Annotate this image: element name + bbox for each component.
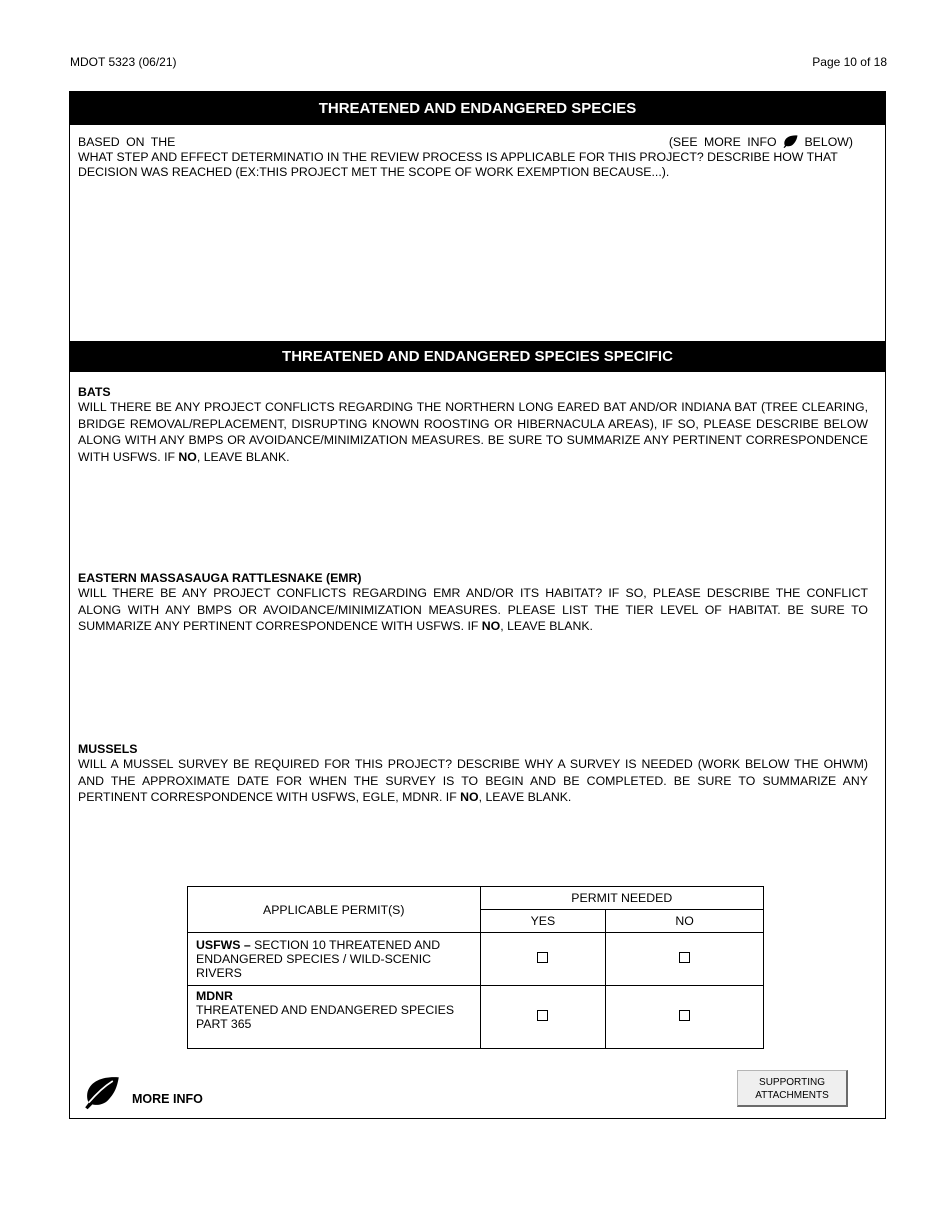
permit-mdnr [188,986,481,1049]
form-id: MDOT 5323 (06/21) [70,55,177,69]
mussels-question [78,756,868,806]
emr-no: NO [481,619,501,633]
col-permit-needed: PERMIT NEEDED [480,887,763,910]
section-title-threatened: THREATENED AND ENDANGERED SPECIES [70,92,885,125]
see-more-suffix: BELOW) [804,135,853,149]
mdnr-no-cell [606,986,764,1049]
mussels-text: WILL A MUSSEL SURVEY BE REQUIRED FOR THIS PROJECT? DESCRIBE WHY A SURVEY IS NEEDED (WORK BELOW THE OHWM) AND THE APPROXIMATE DATE FOR WHEN THE SURVEY IS TO BEGIN AND BE COMPLETED. BE SURE TO SUMMARIZE ANY PERTINENT CORRESPONDENCE WITH USFWS, EGLE, MDNR. IF [78,757,868,804]
table-row [188,933,764,986]
col-yes: YES [480,910,606,933]
permit-agency: MDNR [196,989,233,1003]
more-info-label: MORE INFO [132,1092,203,1106]
form-frame [69,91,886,1119]
permit-usfws [188,933,481,986]
emr-question [78,585,868,635]
step-determination-question: WHAT STEP AND EFFECT DETERMINATIO IN THE REVIEW PROCESS IS APPLICABLE FOR THIS PROJECT? DESCRIBE HOW THAT DECISION WAS REACHED (EX:THIS PROJECT MET THE SCOPE OF WORK EXEMPTION BECAUSE...). [78,150,838,179]
see-more-prefix: (SEE MORE INFO [668,135,777,149]
page-number: Page 10 of 18 [812,55,887,69]
table-row [188,986,764,1049]
leaf-icon[interactable] [84,1076,120,1115]
usfws-yes-checkbox[interactable] [537,952,548,963]
emr-title: EASTERN MASSASAUGA RATTLESNAKE (EMR) [78,571,362,585]
mdnr-yes-checkbox[interactable] [537,1010,548,1021]
supporting-label-line2: ATTACHMENTS [755,1090,829,1101]
usfws-yes-cell [480,933,606,986]
col-no: NO [606,910,764,933]
permit-desc: THREATENED AND ENDANGERED SPECIES PART 365 [196,1003,455,1031]
permit-agency: USFWS – [196,938,251,952]
permit-table [187,886,764,1049]
mussels-tail: , LEAVE BLANK. [478,790,572,804]
permit-desc: SECTION 10 THREATENED AND ENDANGERED SPECIES / WILD-SCENIC RIVERS [196,938,441,980]
bats-tail: , LEAVE BLANK. [196,449,290,464]
mussels-title: MUSSELS [78,742,138,756]
supporting-label-line1: SUPPORTING [759,1077,825,1088]
section-title-specific: THREATENED AND ENDANGERED SPECIES SPECIFIC [70,341,885,372]
bats-title: BATS [78,385,111,399]
usfws-no-cell [606,933,764,986]
bats-text: WILL THERE BE ANY PROJECT CONFLICTS REGARDING THE NORTHERN LONG EARED BAT AND/OR INDIANA BAT (TREE CLEARING, BRIDGE REMOVAL/REPLACEMENT, DISRUPTING KNOWN ROOSTING OR HIBERNACULA AREAS), IF SO, PLEASE DESCRIBE BELOW ALONG WITH ANY BMPS OR AVOIDANCE/MINIMIZATION MEASURES. BE SURE TO SUMMARIZE ANY PERTINENT CORRESPONDENCE WITH USFWS. IF [78,400,868,464]
supporting-attachments-button[interactable] [737,1070,848,1107]
mdnr-no-checkbox[interactable] [679,1010,690,1021]
usfws-no-checkbox[interactable] [679,952,690,963]
emr-text: WILL THERE BE ANY PROJECT CONFLICTS REGARDING EMR AND/OR ITS HABITAT? IF SO, PLEASE DESCRIBE THE CONFLICT ALONG WITH ANY BMPS OR AVOIDANCE/MINIMIZATION MEASURES. PLEASE LIST THE TIER LEVEL OF HABITAT. BE SURE TO SUMMARIZE ANY PERTINENT CORRESPONDENCE WITH USFWS. IF [78,586,868,633]
mdnr-yes-cell [480,986,606,1049]
mussels-no: NO [460,790,479,804]
based-on-label: BASED ON THE [78,135,176,149]
bats-question [78,399,868,465]
based-on-line [78,135,853,150]
col-applicable-permits: APPLICABLE PERMIT(S) [188,887,481,933]
bats-no: NO [178,449,197,464]
emr-tail: , LEAVE BLANK. [500,619,593,633]
